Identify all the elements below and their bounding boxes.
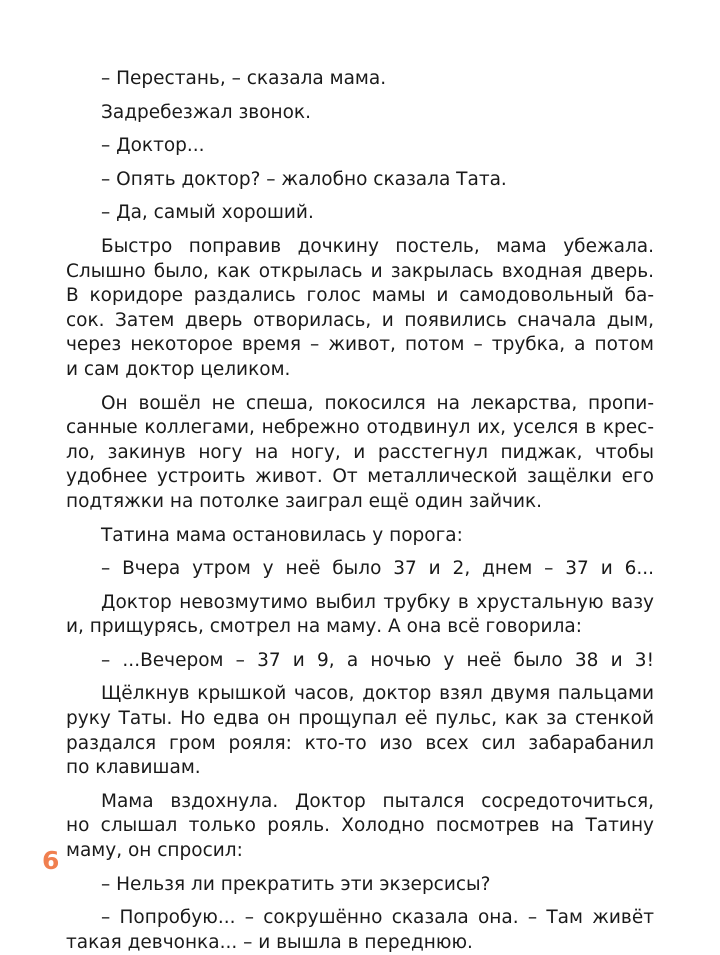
text-line: Быстро поправив дочкину постель, мама убежала. <box>101 235 654 257</box>
text-line: и, прищурясь, смотрел на маму. А она всё говорила: <box>66 616 582 638</box>
text-line: В коридоре раздались голос мамы и самодовольный ба- <box>66 285 654 307</box>
text-line: подтяжки на потолке заиграл ещё один зайчик. <box>66 490 543 512</box>
text-line: и сам доктор целиком. <box>66 358 291 380</box>
text-line: но слышал только рояль. Холодно посмотрев на Татину <box>66 815 654 837</box>
text-line: – Перестань, – сказала мама. <box>101 68 387 89</box>
text-line: руку Таты. Но едва он прощупал её пульс, как за стенкой <box>66 708 654 730</box>
text-line: Он вошёл не спеша, покосился на лекарства, пропи- <box>101 392 654 414</box>
text-line: – Попробую... – сокрушённо сказала она. – Там живёт <box>101 907 654 929</box>
text-line: по клавишам. <box>66 757 201 779</box>
page-number: 6 <box>42 846 60 875</box>
text-line: сок. Затем дверь отворилась, и появились сначала дым, <box>66 309 654 331</box>
page-text <box>66 67 654 955</box>
text-line: удобнее устроить живот. От металлической защёлки его <box>66 466 654 488</box>
text-line: Слышно было, как открылась и закрылась входная дверь. <box>66 260 654 282</box>
text-line: – Нельзя ли прекратить эти экзерсисы? <box>101 873 491 895</box>
text-line: – ...Вечером – 37 и 9, а ночью у неё было 38 и 3! <box>101 649 654 671</box>
text-line: раздался гром рояля: кто-то изо всех сил забарабанил <box>66 732 654 754</box>
text-line: Мама вздохнула. Доктор пытался сосредоточиться, <box>101 790 654 812</box>
text-line: – Доктор... <box>101 135 205 157</box>
text-line: через некоторое время – живот, потом – трубка, а потом <box>66 334 654 356</box>
text-line: Доктор невозмутимо выбил трубку в хрустальную вазу <box>101 591 654 613</box>
text-line: – Вчера утром у неё было 37 и 2, днем – 37 и 6... <box>101 558 654 580</box>
text-line: Задребезжал звонок. <box>101 101 311 123</box>
text-line: санные коллегами, небрежно отодвинул их, уселся в крес- <box>66 417 654 439</box>
text-line: ло, закинув ногу на ногу, и расстегнул пиджак, чтобы <box>66 441 654 463</box>
text-line: такая девчонка... – и вышла в переднюю. <box>66 931 473 953</box>
text-line: Татина мама остановилась у порога: <box>101 524 463 546</box>
text-line: – Да, самый хороший. <box>101 202 314 224</box>
text-line: Щёлкнув крышкой часов, доктор взял двумя пальцами <box>101 683 654 705</box>
text-line: – Опять доктор? – жалобно сказала Тата. <box>101 168 507 190</box>
text-line: маму, он спросил: <box>66 840 243 862</box>
